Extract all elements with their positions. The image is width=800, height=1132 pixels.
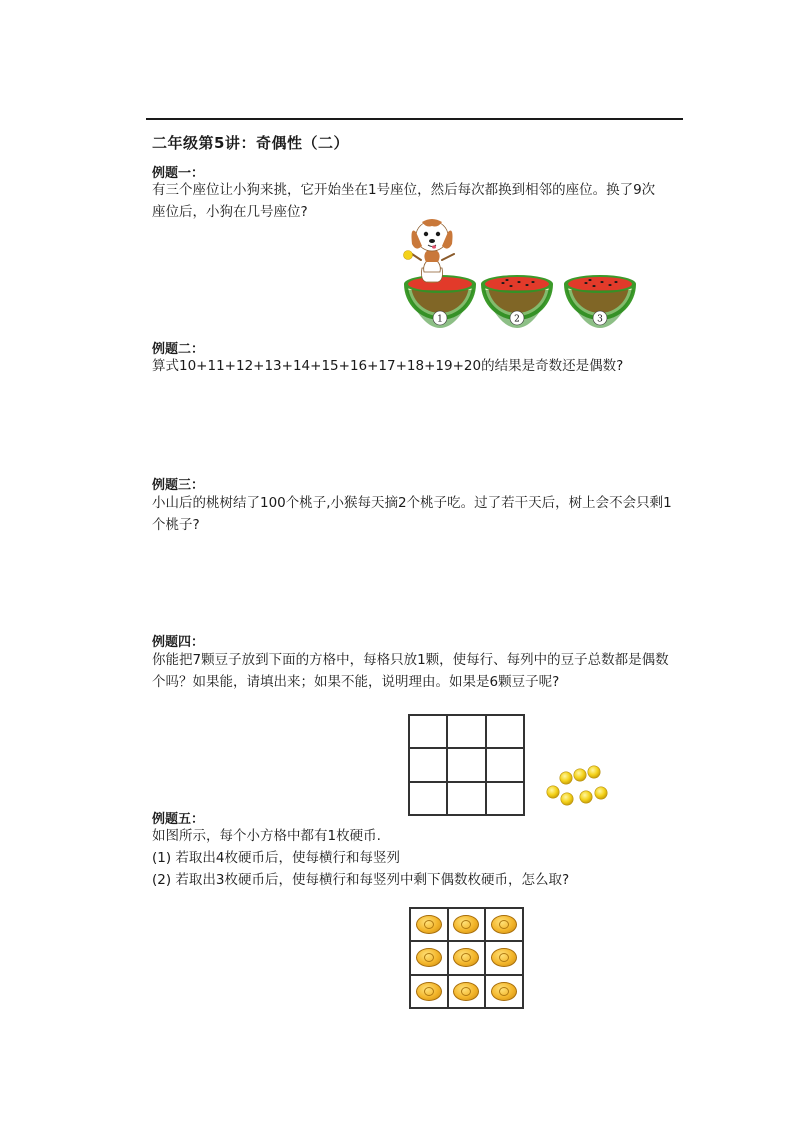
grid-cell — [410, 941, 448, 974]
example-5-heading: 例题五： — [152, 812, 205, 827]
grid-cell — [486, 748, 524, 781]
grid-cell — [447, 748, 485, 781]
bean-icon — [574, 769, 586, 781]
example-2-text — [152, 355, 692, 377]
grid-cell — [448, 975, 486, 1008]
seat-2-label: 2 — [514, 314, 520, 325]
grid-cell — [486, 782, 524, 815]
lesson-title: 二年级第5讲：奇偶性（二） — [152, 134, 349, 152]
example-5-text — [152, 825, 692, 891]
coin-grid — [409, 907, 524, 1009]
watermelon-seat-1 — [404, 275, 476, 328]
example-3-heading: 例题三： — [152, 478, 205, 493]
example-4-heading: 例题四： — [152, 635, 205, 650]
watermelon-seat-2 — [481, 275, 553, 328]
coin-icon — [416, 915, 442, 934]
example-2-line-1: 算式10+11+12+13+14+15+16+17+18+19+20的结果是奇数还是偶数? — [152, 358, 624, 374]
grid-cell — [448, 941, 486, 974]
grid-cell — [485, 941, 523, 974]
coin-icon — [491, 948, 517, 967]
bean-icon — [561, 793, 573, 805]
coin-icon — [453, 948, 479, 967]
bean-icon — [580, 791, 592, 803]
example-5-line-1: 如图所示，每个小方格中都有1枚硬币. — [152, 828, 381, 844]
coin-icon — [491, 982, 517, 1001]
grid-cell — [410, 975, 448, 1008]
grid-cell — [448, 908, 486, 941]
header-rule — [146, 118, 683, 120]
dog-on-watermelon-seats-illustration — [392, 210, 642, 338]
example-5-line-3: (2) 若取出3枚硬币后，使每横行和每竖列中剩下偶数枚硬币，怎么取? — [152, 872, 570, 888]
example-1-line-2: 座位后，小狗在几号座位? — [152, 204, 308, 220]
bean-placement-grid — [408, 714, 525, 816]
grid-cell — [486, 715, 524, 748]
example-2-heading: 例题二： — [152, 342, 205, 357]
coin-icon — [453, 982, 479, 1001]
dog-icon — [404, 219, 455, 283]
bean-icon — [595, 787, 607, 799]
watermelon-seat-3 — [564, 275, 636, 328]
example-1-line-1: 有三个座位让小狗来挑，它开始坐在1号座位，然后每次都换到相邻的座位。换了9次 — [152, 182, 656, 198]
example-5-line-2: (1) 若取出4枚硬币后，使每横行和每竖列 — [152, 850, 401, 866]
example-3-line-2: 个桃子? — [152, 517, 200, 533]
coin-icon — [416, 982, 442, 1001]
grid-cell — [447, 715, 485, 748]
coin-icon — [453, 915, 479, 934]
grid-cell — [447, 782, 485, 815]
example-3-line-1: 小山后的桃树结了100个桃子,小猴每天摘2个桃子吃。过了若干天后，树上会不会只剩1 — [152, 495, 672, 511]
coin-icon — [491, 915, 517, 934]
grid-cell — [409, 715, 447, 748]
seat-1-label: 1 — [437, 314, 443, 325]
grid-cell — [409, 748, 447, 781]
example-4-line-1: 你能把7颗豆子放到下面的方格中，每格只放1颗，使每行、每列中的豆子总数都是偶数 — [152, 652, 669, 668]
grid-cell — [485, 908, 523, 941]
example-4-line-2: 个吗？如果能，请填出来；如果不能，说明理由。如果是6颗豆子呢? — [152, 674, 560, 690]
bean-icon — [547, 786, 559, 798]
bean-icon — [588, 766, 600, 778]
example-4-text — [152, 649, 692, 693]
grid-cell — [410, 908, 448, 941]
grid-cell — [409, 782, 447, 815]
beans-illustration — [543, 762, 613, 808]
seat-3-label: 3 — [597, 314, 603, 325]
grid-cell — [485, 975, 523, 1008]
example-3-text — [152, 492, 692, 536]
example-1-heading: 例题一： — [152, 166, 205, 181]
coin-icon — [416, 948, 442, 967]
bean-icon — [560, 772, 572, 784]
